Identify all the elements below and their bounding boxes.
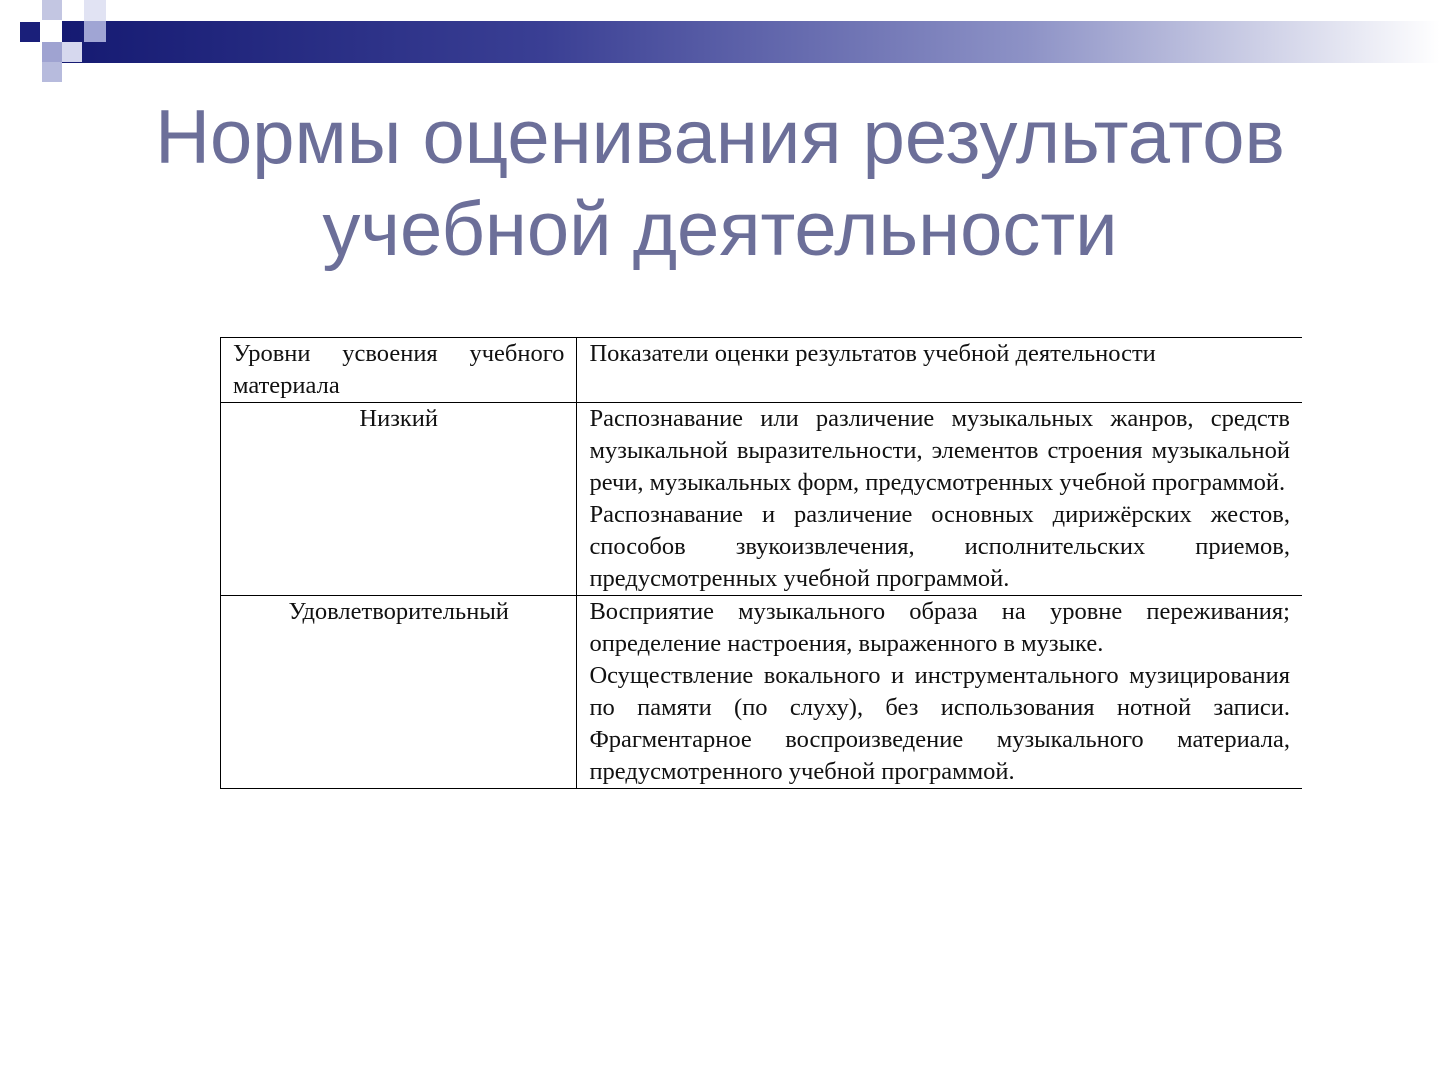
indicator-paragraph: Восприятие музыкального образа на уровне переживания; определение настроения, выраженного в музыке. xyxy=(589,598,1290,657)
table-row xyxy=(221,403,1303,596)
indicator-paragraph: Распознавание и различение основных дирижёрских жестов, способов звукоизвлечения, исполнительских приемов, предусмотренных учебной программой. xyxy=(589,501,1290,592)
header-cell-indicators: Показатели оценки результатов учебной деятельности xyxy=(577,338,1302,403)
level-cell: Удовлетворительный xyxy=(221,596,577,789)
indicators-cell xyxy=(577,403,1302,596)
decor-square-bottom xyxy=(42,62,62,82)
title-line-1: Нормы оценивания результатов xyxy=(155,95,1285,180)
header-decoration xyxy=(0,0,1440,90)
gradient-band xyxy=(62,21,1440,63)
indicators-cell xyxy=(577,596,1302,789)
table-header-row xyxy=(221,338,1303,403)
title-line-2: учебной деятельности xyxy=(322,187,1118,272)
table-row xyxy=(221,596,1303,789)
decor-square-pale xyxy=(62,42,82,62)
slide-title xyxy=(0,92,1440,276)
decor-square-light-top xyxy=(42,0,62,20)
evaluation-norms-table xyxy=(220,337,1302,789)
indicator-paragraph: Осуществление вокального и инструментального музицирования по памяти (по слуху), без использования нотной записи. Фрагментарное воспроизведение музыкального материала, предусмотренного учебной программой. xyxy=(589,662,1290,785)
decor-square-inner xyxy=(84,21,106,42)
indicator-paragraph: Распознавание или различение музыкальных жанров, средств музыкальной выразительности, элементов строения музыкальной речи, музыкальных форм, предусмотренных учебной программой. xyxy=(589,405,1290,496)
header-cell-levels: Уровни усвоения учебного материала xyxy=(221,338,577,403)
decor-square-top-right xyxy=(84,0,106,21)
decor-square-dark xyxy=(20,22,40,42)
level-cell: Низкий xyxy=(221,403,577,596)
decor-square-mid xyxy=(42,42,62,62)
